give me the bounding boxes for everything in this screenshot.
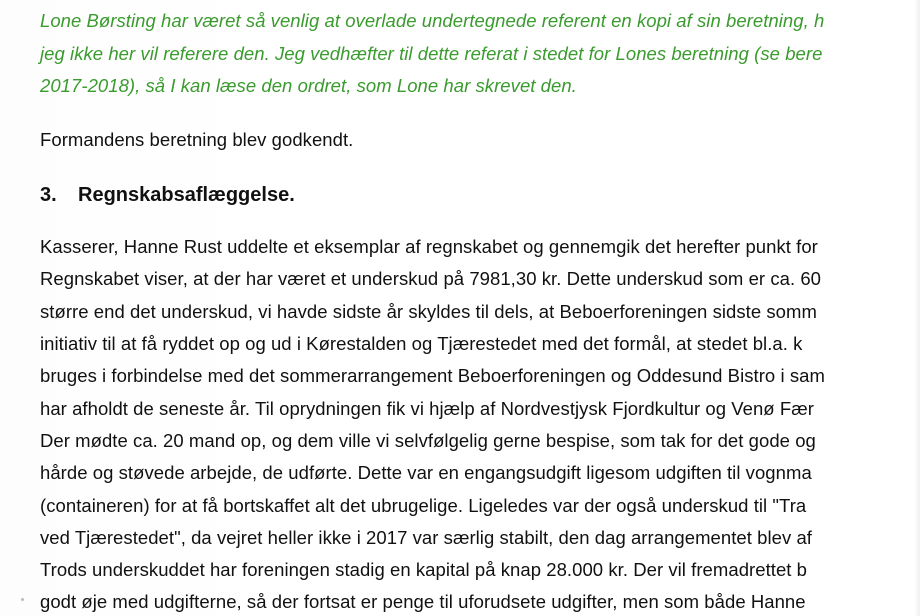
body-paragraph-line: Kasserer, Hanne Rust uddelte et eksemplar af regnskabet og gennemgik det herefter punkt for bbox=[40, 236, 818, 257]
body-paragraph-line: Der mødte ca. 20 mand op, og dem ville vi selvfølgelig gerne bespise, som tak for det gode og bbox=[40, 430, 816, 451]
scan-speck bbox=[21, 598, 24, 601]
intro-paragraph-line: 2017-2018), så I kan læse den ordret, som Lone har skrevet den. bbox=[40, 75, 577, 96]
body-paragraph-line: hårde og støvede arbejde, de udførte. Dette var en engangsudgift ligesom udgiften til vognma bbox=[40, 462, 812, 483]
scan-edge-shadow bbox=[914, 0, 920, 616]
body-paragraph-line: Trods underskuddet har foreningen stadig en kapital på knap 28.000 kr. Der vil fremadrettet b bbox=[40, 559, 808, 580]
body-paragraph-line: ved Tjærestedet", da vejret heller ikke i 2017 var særlig stabilt, den dag arrangementet blev af bbox=[40, 527, 812, 548]
intro-paragraph-line: jeg ikke her vil referere den. Jeg vedhæfter til dette referat i stedet for Lones beretning (se bere bbox=[40, 43, 823, 64]
body-paragraph-line: har afholdt de seneste år. Til oprydningen fik vi hjælp af Nordvestjysk Fjordkultur og Venø Fær bbox=[40, 398, 814, 419]
approval-statement: Formandens beretning blev godkendt. bbox=[40, 129, 354, 150]
body-paragraph-line: Regnskabet viser, at der har været et underskud på 7981,30 kr. Dette underskud som er ca. 60 bbox=[40, 268, 822, 289]
intro-paragraph-line: Lone Børsting har været så venlig at overlade undertegnede referent en kopi af sin beretning, h bbox=[40, 10, 825, 31]
section-heading bbox=[40, 183, 295, 207]
section-title: Regnskabsaflæggelse. bbox=[78, 184, 295, 206]
section-number: 3. bbox=[40, 184, 57, 206]
body-paragraph-line: bruges i forbindelse med det sommerarrangement Beboerforeningen og Oddesund Bistro i sam bbox=[40, 365, 825, 386]
body-paragraph-line: (containeren) for at få bortskaffet alt det ubrugelige. Ligeledes var der også underskud til "Tra bbox=[40, 495, 807, 516]
body-paragraph-line: godt øje med udgifterne, så der fortsat er penge til uforudsete udgifter, men som både Hanne bbox=[40, 591, 806, 612]
body-paragraph-line: initiativ til at få ryddet op og ud i Kørestalden og Tjærestedet med det formål, at stedet bl.a. k bbox=[40, 333, 803, 354]
body-paragraph-line: større end det underskud, vi havde sidste år skyldes til dels, at Beboerforeningen sidste somm bbox=[40, 301, 817, 322]
